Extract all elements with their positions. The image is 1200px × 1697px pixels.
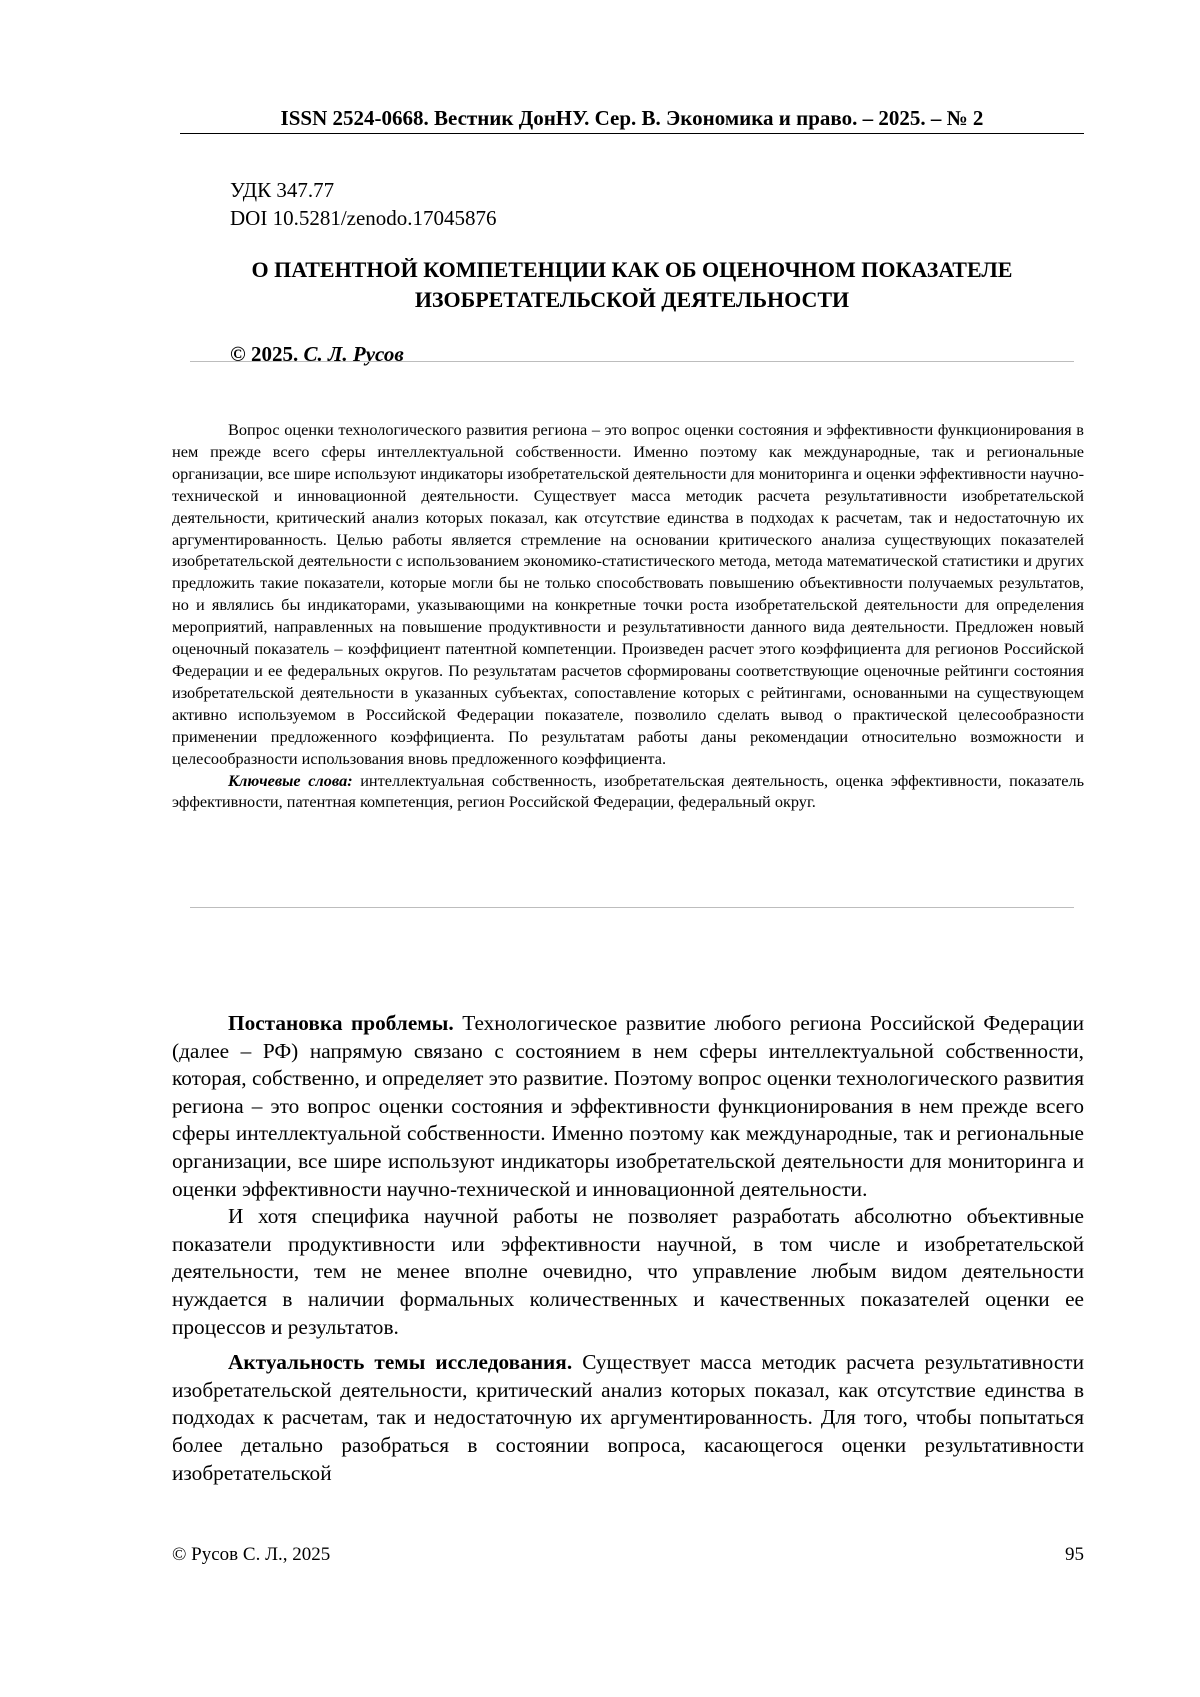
abstract-top-rule	[190, 361, 1074, 362]
keywords-list: интеллектуальная собственность, изобретательская деятельность, оценка эффективности, показатель эффективности, патентная компетенция, регион Российской Федерации, федеральный округ.	[172, 770, 1085, 812]
article-title	[172, 255, 1092, 315]
article-meta	[230, 176, 497, 232]
body-paragraph-2: И хотя специфика научной работы не позволяет разработать абсолютно объективные показатели продуктивности или эффективности научной, в том числе и изобретательской деятельности, тем не менее вполне очевидно, что управление любым видом деятельности нуждается в наличии формальных количественных и качественных показателей оценки ее процессов и результатов.	[172, 1204, 1084, 1339]
section-heading-relevance: Актуальность темы исследования.	[228, 1350, 573, 1375]
keywords	[172, 770, 1084, 814]
author-line	[230, 340, 404, 368]
section-heading-problem: Постановка проблемы.	[228, 1011, 454, 1035]
header-rule	[180, 133, 1084, 134]
title-line-1: О ПАТЕНТНОЙ КОМПЕТЕНЦИИ КАК ОБ ОЦЕНОЧНОМ ПОКАЗАТЕЛЕ	[251, 257, 1013, 282]
abstract-text: Вопрос оценки технологического развития региона – это вопрос оценки состояния и эффективности функционирования в нем прежде всего сферы интеллектуальной собственности. Именно поэтому как международные, так и региональные организации, все шире используют индикаторы изобретательской деятельности для мониторинга и оценки эффективности научно-технической и инновационной деятельности. Существует масса методик расчета результативности изобретательской деятельности, критический анализ которых показал, как отсутствие единства в подходах к расчетам, так и недостаточную их аргументированность. Целью работы является стремление на основании критического анализа существующих показателей изобретательской деятельности с использованием экономико-статистического метода, метода математической статистики и других предложить такие показатели, которые могли бы не только способствовать повышению объективности получаемых результатов, но и являлись бы индикаторами, указывающими на конкретные точки роста изобретательской деятельности для определения мероприятий, направленных на повышение продуктивности и результативности данного вида деятельности. Предложен новый оценочный показатель – коэффициент патентной компетенции. Произведен расчет этого коэффициента для регионов Российской Федерации и ее федеральных округов. По результатам расчетов сформированы соответствующие оценочные рейтинги состояния изобретательской деятельности в указанных субъектах, сопоставление которых с рейтингами, основанными на существующем активно используемом в Российской Федерации показателе, позволило сделать вывод о практической целесообразности применении предложенного коэффициента. По результатам работы даны рекомендации относительно возможности и целесообразности использования вновь предложенного коэффициента.	[172, 420, 1084, 768]
footer-copyright: © Русов С. Л., 2025	[172, 1544, 331, 1565]
udk-code: УДК 347.77	[230, 178, 335, 202]
paragraph-text: Существует масса методик расчета результативности изобретательской деятельности, критический анализ которых показал, как отсутствие единства в подходах к расчетам, так и недостаточную их аргументированность. Для того, чтобы попытаться более детально разобраться в состоянии вопроса, касающегося оценки результативности изобретательской	[172, 1350, 1085, 1485]
body-paragraph-3	[172, 1349, 1084, 1487]
page-number: 95	[1065, 1544, 1084, 1565]
journal-header: ISSN 2524-0668. Вестник ДонНУ. Сер. В. Экономика и право. – 2025. – № 2	[280, 106, 984, 130]
title-line-2: ИЗОБРЕТАТЕЛЬСКОЙ ДЕЯТЕЛЬНОСТИ	[414, 287, 850, 312]
paragraph-text: Технологическое развитие любого региона Российской Федерации (далее – РФ) напрямую связано с состоянием в нем сферы интеллектуальной собственности, которая, собственно, и определяет это развитие. Поэтому вопрос оценки технологического развития региона – это вопрос оценки состояния и эффективности функционирования в нем прежде всего сферы интеллектуальной собственности. Именно поэтому как международные, так и региональные организации, все шире используют индикаторы изобретательской деятельности для мониторинга и оценки эффективности научно-технической и инновационной деятельности.	[172, 1011, 1084, 1201]
keywords-label: Ключевые слова:	[228, 770, 353, 790]
body-paragraph-1	[172, 1010, 1084, 1203]
abstract	[172, 419, 1084, 813]
copyright-year: © 2025.	[230, 342, 299, 366]
abstract-bottom-rule	[190, 907, 1074, 908]
doi-link[interactable]: DOI 10.5281/zenodo.17045876	[230, 206, 497, 230]
author-name: С. Л. Русов	[303, 342, 404, 366]
article-body	[172, 1010, 1084, 1487]
